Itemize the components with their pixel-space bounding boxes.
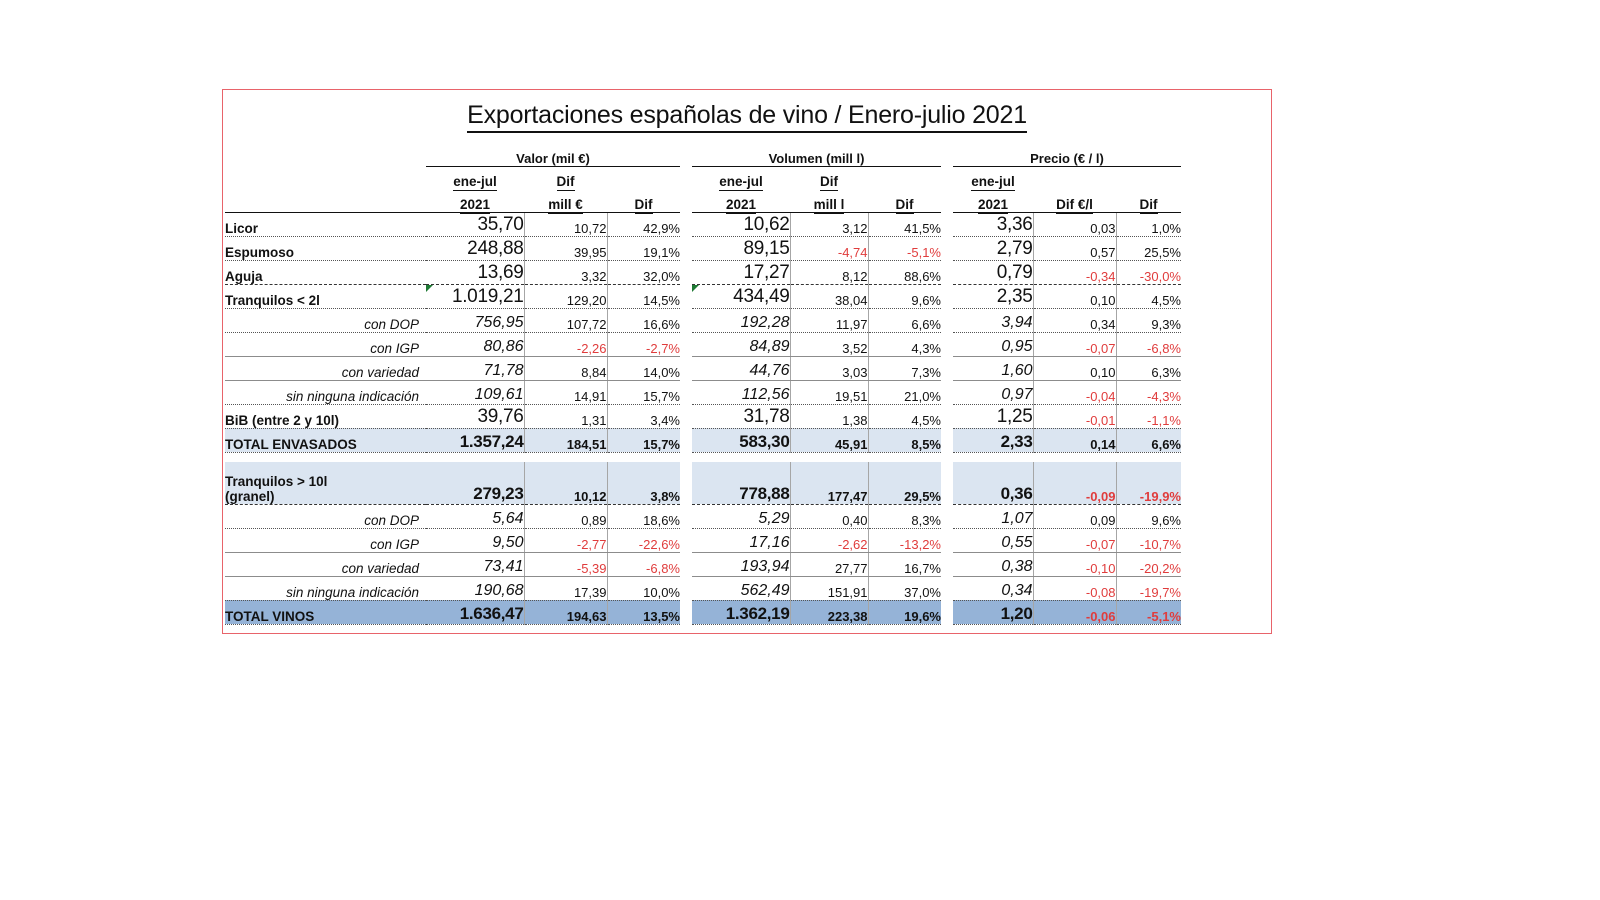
row-label: Espumoso <box>225 236 426 260</box>
cell-valor-dif-pct: 10,0% <box>607 576 680 600</box>
cell-volumen-dif-abs: 3,12 <box>790 212 868 236</box>
subheader-precio-period-l2: 2021 <box>953 189 1033 212</box>
row-label: TOTAL ENVASADOS <box>225 428 426 452</box>
column-gap <box>680 552 692 576</box>
cell-precio-dif-pct: -19,9% <box>1116 462 1181 504</box>
cell-precio-dif-abs: -0,34 <box>1033 260 1116 284</box>
cell-valor-dif-pct: 14,0% <box>607 356 680 380</box>
cell-precio-dif-pct: -4,3% <box>1116 380 1181 404</box>
table-row[interactable] <box>225 462 1181 504</box>
cell-precio-period: 0,38 <box>953 552 1033 576</box>
subheader-valor-dif-l1: Dif <box>556 174 575 189</box>
row-label: Aguja <box>225 260 426 284</box>
column-gap <box>941 236 953 260</box>
cell-precio-dif-pct: 6,3% <box>1116 356 1181 380</box>
cell-precio-dif-pct: -6,8% <box>1116 332 1181 356</box>
cell-precio-period: 2,79 <box>953 236 1033 260</box>
subheader-volumen-difpct-l1 <box>868 166 941 189</box>
cell-precio-dif-pct: 1,0% <box>1116 212 1181 236</box>
cell-precio-dif-abs: -0,09 <box>1033 462 1116 504</box>
column-gap <box>680 356 692 380</box>
cell-valor-period: 5,64 <box>426 504 524 528</box>
column-gap <box>680 600 692 624</box>
group-gap-2 <box>941 142 953 166</box>
cell-volumen-dif-abs: 8,12 <box>790 260 868 284</box>
cell-precio-period: 0,97 <box>953 380 1033 404</box>
cell-precio-dif-pct: 9,3% <box>1116 308 1181 332</box>
cell-valor-dif-abs: 184,51 <box>524 428 607 452</box>
cell-volumen-dif-pct: 9,6% <box>868 284 941 308</box>
cell-volumen-period: 583,30 <box>692 428 790 452</box>
cell-valor-dif-pct: 15,7% <box>607 428 680 452</box>
table-row[interactable] <box>225 380 1181 404</box>
cell-volumen-period: 44,76 <box>692 356 790 380</box>
cell-volumen-dif-pct: 19,6% <box>868 600 941 624</box>
cell-valor-dif-pct: 3,4% <box>607 404 680 428</box>
table-frame <box>222 89 1272 634</box>
subheader-valor-period-l1: ene-jul <box>453 174 497 189</box>
cell-valor-period: 73,41 <box>426 552 524 576</box>
column-gap <box>941 356 953 380</box>
cell-volumen-dif-pct: 16,7% <box>868 552 941 576</box>
table-row[interactable] <box>225 404 1181 428</box>
row-label: sin ninguna indicación <box>225 380 426 404</box>
subheader-valor-difpct-l2: Dif <box>607 189 680 212</box>
table-row[interactable] <box>225 212 1181 236</box>
cell-volumen-period: 1.362,19 <box>692 600 790 624</box>
cell-precio-dif-abs: 0,09 <box>1033 504 1116 528</box>
cell-valor-dif-pct: 3,8% <box>607 462 680 504</box>
subheader-precio-period-l1: ene-jul <box>971 174 1015 189</box>
cell-volumen-dif-abs: -4,74 <box>790 236 868 260</box>
row-label-line2: (granel) <box>225 488 275 504</box>
group-header-row <box>225 142 1181 166</box>
cell-precio-period: 3,94 <box>953 308 1033 332</box>
column-gap <box>941 576 953 600</box>
cell-valor-period: 109,61 <box>426 380 524 404</box>
column-gap <box>941 552 953 576</box>
cell-volumen-dif-pct: 37,0% <box>868 576 941 600</box>
cell-valor-dif-abs: -2,26 <box>524 332 607 356</box>
cell-valor-dif-pct: 14,5% <box>607 284 680 308</box>
column-gap <box>941 260 953 284</box>
cell-volumen-dif-pct: 8,5% <box>868 428 941 452</box>
column-gap <box>941 212 953 236</box>
cell-precio-period: 2,33 <box>953 428 1033 452</box>
group-header-precio: Precio (€ / l) <box>953 142 1181 166</box>
cell-volumen-dif-pct: 6,6% <box>868 308 941 332</box>
cell-volumen-period: 10,62 <box>692 212 790 236</box>
table-row[interactable] <box>225 284 1181 308</box>
row-label: TOTAL VINOS <box>225 600 426 624</box>
cell-precio-period: 1,07 <box>953 504 1033 528</box>
table-row[interactable] <box>225 528 1181 552</box>
column-gap <box>680 260 692 284</box>
cell-valor-period: 1.636,47 <box>426 600 524 624</box>
cell-valor-dif-pct: 16,6% <box>607 308 680 332</box>
cell-volumen-dif-pct: -5,1% <box>868 236 941 260</box>
column-gap <box>941 404 953 428</box>
cell-precio-dif-abs: -0,08 <box>1033 576 1116 600</box>
cell-precio-dif-abs: 0,10 <box>1033 356 1116 380</box>
row-label: con DOP <box>225 308 426 332</box>
cell-valor-dif-pct: 15,7% <box>607 380 680 404</box>
cell-volumen-dif-pct: 7,3% <box>868 356 941 380</box>
column-gap <box>941 528 953 552</box>
row-label: con DOP <box>225 504 426 528</box>
cell-valor-period: 1.357,24 <box>426 428 524 452</box>
group-header-blank <box>225 142 426 166</box>
cell-precio-dif-pct: -1,1% <box>1116 404 1181 428</box>
table-row[interactable] <box>225 356 1181 380</box>
title-container <box>223 90 1271 132</box>
cell-valor-period: 279,23 <box>426 462 524 504</box>
cell-valor-dif-pct: -22,6% <box>607 528 680 552</box>
cell-precio-dif-pct: 9,6% <box>1116 504 1181 528</box>
row-label: con variedad <box>225 356 426 380</box>
cell-valor-dif-abs: 39,95 <box>524 236 607 260</box>
cell-precio-dif-abs: -0,07 <box>1033 528 1116 552</box>
cell-volumen-dif-pct: 4,5% <box>868 404 941 428</box>
cell-precio-dif-abs: 0,03 <box>1033 212 1116 236</box>
cell-valor-period: 756,95 <box>426 308 524 332</box>
cell-volumen-dif-abs: 151,91 <box>790 576 868 600</box>
cell-volumen-period: 17,16 <box>692 528 790 552</box>
row-label: BiB (entre 2 y 10l) <box>225 404 426 428</box>
subheader-gap-4 <box>941 189 953 212</box>
subheader-volumen-dif-l1: Dif <box>820 174 838 189</box>
table-body <box>225 212 1181 624</box>
cell-valor-dif-abs: 8,84 <box>524 356 607 380</box>
cell-precio-dif-pct: -19,7% <box>1116 576 1181 600</box>
row-label: Tranquilos < 2l <box>225 284 426 308</box>
subheader-volumen-dif-l2: mill l <box>790 189 868 212</box>
cell-volumen-period: 5,29 <box>692 504 790 528</box>
cell-precio-dif-pct: 6,6% <box>1116 428 1181 452</box>
cell-valor-period: 39,76 <box>426 404 524 428</box>
cell-precio-dif-pct: -20,2% <box>1116 552 1181 576</box>
table-row[interactable] <box>225 600 1181 624</box>
cell-valor-dif-abs: 1,31 <box>524 404 607 428</box>
column-gap <box>680 212 692 236</box>
cell-precio-dif-abs: -0,04 <box>1033 380 1116 404</box>
cell-precio-period: 1,25 <box>953 404 1033 428</box>
cell-valor-dif-pct: -2,7% <box>607 332 680 356</box>
cell-volumen-dif-pct: 41,5% <box>868 212 941 236</box>
cell-precio-period: 0,36 <box>953 462 1033 504</box>
cell-volumen-dif-abs: 223,38 <box>790 600 868 624</box>
table-row[interactable] <box>225 260 1181 284</box>
cell-volumen-dif-pct: 29,5% <box>868 462 941 504</box>
cell-precio-dif-abs: 0,57 <box>1033 236 1116 260</box>
cell-valor-dif-pct: -6,8% <box>607 552 680 576</box>
subheader-volumen-difpct-l2: Dif <box>868 189 941 212</box>
cell-volumen-dif-abs: 1,38 <box>790 404 868 428</box>
cell-precio-dif-pct: -10,7% <box>1116 528 1181 552</box>
subheader-volumen-period-l2: 2021 <box>692 189 790 212</box>
cell-precio-period: 0,95 <box>953 332 1033 356</box>
cell-valor-period: 80,86 <box>426 332 524 356</box>
cell-volumen-dif-abs: 3,03 <box>790 356 868 380</box>
column-gap <box>941 284 953 308</box>
exports-table <box>225 142 1181 625</box>
cell-valor-period: 248,88 <box>426 236 524 260</box>
cell-valor-dif-abs: 129,20 <box>524 284 607 308</box>
cell-precio-period: 0,79 <box>953 260 1033 284</box>
cell-volumen-dif-abs: 0,40 <box>790 504 868 528</box>
subheader-precio-difpct-l2: Dif <box>1116 189 1181 212</box>
cell-volumen-period: 112,56 <box>692 380 790 404</box>
subheader-gap-1 <box>680 166 692 189</box>
column-gap <box>941 332 953 356</box>
cell-volumen-dif-abs: 27,77 <box>790 552 868 576</box>
row-label-line1: Tranquilos > 10l <box>225 473 328 489</box>
cell-valor-dif-pct: 19,1% <box>607 236 680 260</box>
cell-volumen-period: 193,94 <box>692 552 790 576</box>
cell-volumen-dif-abs: 3,52 <box>790 332 868 356</box>
cell-valor-dif-abs: 107,72 <box>524 308 607 332</box>
row-label: sin ninguna indicación <box>225 576 426 600</box>
cell-precio-dif-abs: 0,10 <box>1033 284 1116 308</box>
cell-volumen-dif-abs: -2,62 <box>790 528 868 552</box>
table-row[interactable] <box>225 332 1181 356</box>
cell-precio-period: 0,55 <box>953 528 1033 552</box>
cell-volumen-period: 562,49 <box>692 576 790 600</box>
cell-volumen-dif-abs: 177,47 <box>790 462 868 504</box>
column-gap <box>680 380 692 404</box>
cell-volumen-dif-pct: -13,2% <box>868 528 941 552</box>
cell-precio-dif-abs: 0,34 <box>1033 308 1116 332</box>
cell-valor-dif-pct: 32,0% <box>607 260 680 284</box>
cell-precio-dif-pct: -5,1% <box>1116 600 1181 624</box>
column-gap <box>680 308 692 332</box>
column-gap <box>941 428 953 452</box>
cell-valor-dif-abs: 194,63 <box>524 600 607 624</box>
cell-valor-dif-abs: 17,39 <box>524 576 607 600</box>
subheader-valor-difpct-l1 <box>607 166 680 189</box>
table-row[interactable] <box>225 428 1181 452</box>
column-gap <box>941 504 953 528</box>
cell-valor-dif-abs: -5,39 <box>524 552 607 576</box>
cell-valor-dif-pct: 42,9% <box>607 212 680 236</box>
cell-precio-dif-abs: -0,06 <box>1033 600 1116 624</box>
cell-volumen-period: 778,88 <box>692 462 790 504</box>
table-row[interactable] <box>225 504 1181 528</box>
cell-volumen-dif-abs: 38,04 <box>790 284 868 308</box>
table-row[interactable] <box>225 308 1181 332</box>
cell-precio-dif-abs: -0,07 <box>1033 332 1116 356</box>
column-gap <box>680 284 692 308</box>
subheader-row-1 <box>225 166 1181 189</box>
cell-valor-period: 71,78 <box>426 356 524 380</box>
cell-volumen-period: 84,89 <box>692 332 790 356</box>
column-gap <box>680 332 692 356</box>
cell-precio-dif-pct: 4,5% <box>1116 284 1181 308</box>
cell-valor-period: 1.019,21 <box>426 284 524 308</box>
subheader-gap-2 <box>941 166 953 189</box>
cell-precio-period: 1,20 <box>953 600 1033 624</box>
cell-precio-period: 3,36 <box>953 212 1033 236</box>
group-header-volumen: Volumen (mill l) <box>692 142 941 166</box>
subheader-volumen-period-l1: ene-jul <box>719 174 763 189</box>
cell-volumen-dif-abs: 19,51 <box>790 380 868 404</box>
cell-valor-dif-abs: 10,12 <box>524 462 607 504</box>
cell-precio-dif-pct: -30,0% <box>1116 260 1181 284</box>
column-gap <box>680 576 692 600</box>
group-gap-1 <box>680 142 692 166</box>
subheader-valor-period-l2: 2021 <box>426 189 524 212</box>
row-label: con IGP <box>225 528 426 552</box>
cell-precio-period: 1,60 <box>953 356 1033 380</box>
subheader-row-2 <box>225 189 1181 212</box>
column-gap <box>680 404 692 428</box>
column-gap <box>680 528 692 552</box>
cell-precio-period: 0,34 <box>953 576 1033 600</box>
cell-valor-dif-abs: 10,72 <box>524 212 607 236</box>
cell-volumen-dif-pct: 4,3% <box>868 332 941 356</box>
cell-volumen-dif-abs: 45,91 <box>790 428 868 452</box>
column-gap <box>941 308 953 332</box>
column-gap <box>680 236 692 260</box>
page-title: Exportaciones españolas de vino / Enero-julio 2021 <box>467 100 1027 133</box>
cell-valor-dif-abs: 3,32 <box>524 260 607 284</box>
cell-volumen-period: 434,49 <box>692 284 790 308</box>
cell-valor-period: 190,68 <box>426 576 524 600</box>
cell-volumen-dif-pct: 8,3% <box>868 504 941 528</box>
column-gap <box>941 600 953 624</box>
cell-volumen-period: 89,15 <box>692 236 790 260</box>
subheader-precio-difpct-l1 <box>1116 166 1181 189</box>
cell-valor-dif-abs: 14,91 <box>524 380 607 404</box>
cell-volumen-dif-pct: 21,0% <box>868 380 941 404</box>
cell-valor-dif-abs: 0,89 <box>524 504 607 528</box>
column-gap <box>680 504 692 528</box>
table-row[interactable] <box>225 552 1181 576</box>
cell-volumen-period: 192,28 <box>692 308 790 332</box>
cell-valor-dif-abs: -2,77 <box>524 528 607 552</box>
cell-precio-period: 2,35 <box>953 284 1033 308</box>
cell-precio-dif-abs: -0,10 <box>1033 552 1116 576</box>
cell-precio-dif-pct: 25,5% <box>1116 236 1181 260</box>
cell-volumen-dif-abs: 11,97 <box>790 308 868 332</box>
row-label: Licor <box>225 212 426 236</box>
cell-valor-dif-pct: 18,6% <box>607 504 680 528</box>
column-gap <box>680 428 692 452</box>
subheader-blank-1 <box>225 166 426 189</box>
column-gap <box>680 462 692 504</box>
cell-volumen-period: 31,78 <box>692 404 790 428</box>
subheader-valor-dif-l2: mill € <box>524 189 607 212</box>
row-label <box>225 462 426 504</box>
cell-valor-period: 9,50 <box>426 528 524 552</box>
column-gap <box>941 380 953 404</box>
cell-precio-dif-abs: 0,14 <box>1033 428 1116 452</box>
table-row[interactable] <box>225 576 1181 600</box>
spacer-cell <box>225 452 1181 462</box>
row-label: con IGP <box>225 332 426 356</box>
cell-valor-period: 13,69 <box>426 260 524 284</box>
subheader-blank-2 <box>225 189 426 212</box>
cell-precio-dif-abs: -0,01 <box>1033 404 1116 428</box>
table-row[interactable] <box>225 236 1181 260</box>
subheader-precio-dif-l1 <box>1033 166 1116 189</box>
column-gap <box>941 462 953 504</box>
row-label: con variedad <box>225 552 426 576</box>
cell-valor-dif-pct: 13,5% <box>607 600 680 624</box>
cell-volumen-dif-pct: 88,6% <box>868 260 941 284</box>
subheader-precio-dif-l2: Dif €/l <box>1033 189 1116 212</box>
table-spacer-row <box>225 452 1181 462</box>
subheader-gap-3 <box>680 189 692 212</box>
cell-valor-period: 35,70 <box>426 212 524 236</box>
cell-volumen-period: 17,27 <box>692 260 790 284</box>
group-header-valor: Valor (mil €) <box>426 142 680 166</box>
